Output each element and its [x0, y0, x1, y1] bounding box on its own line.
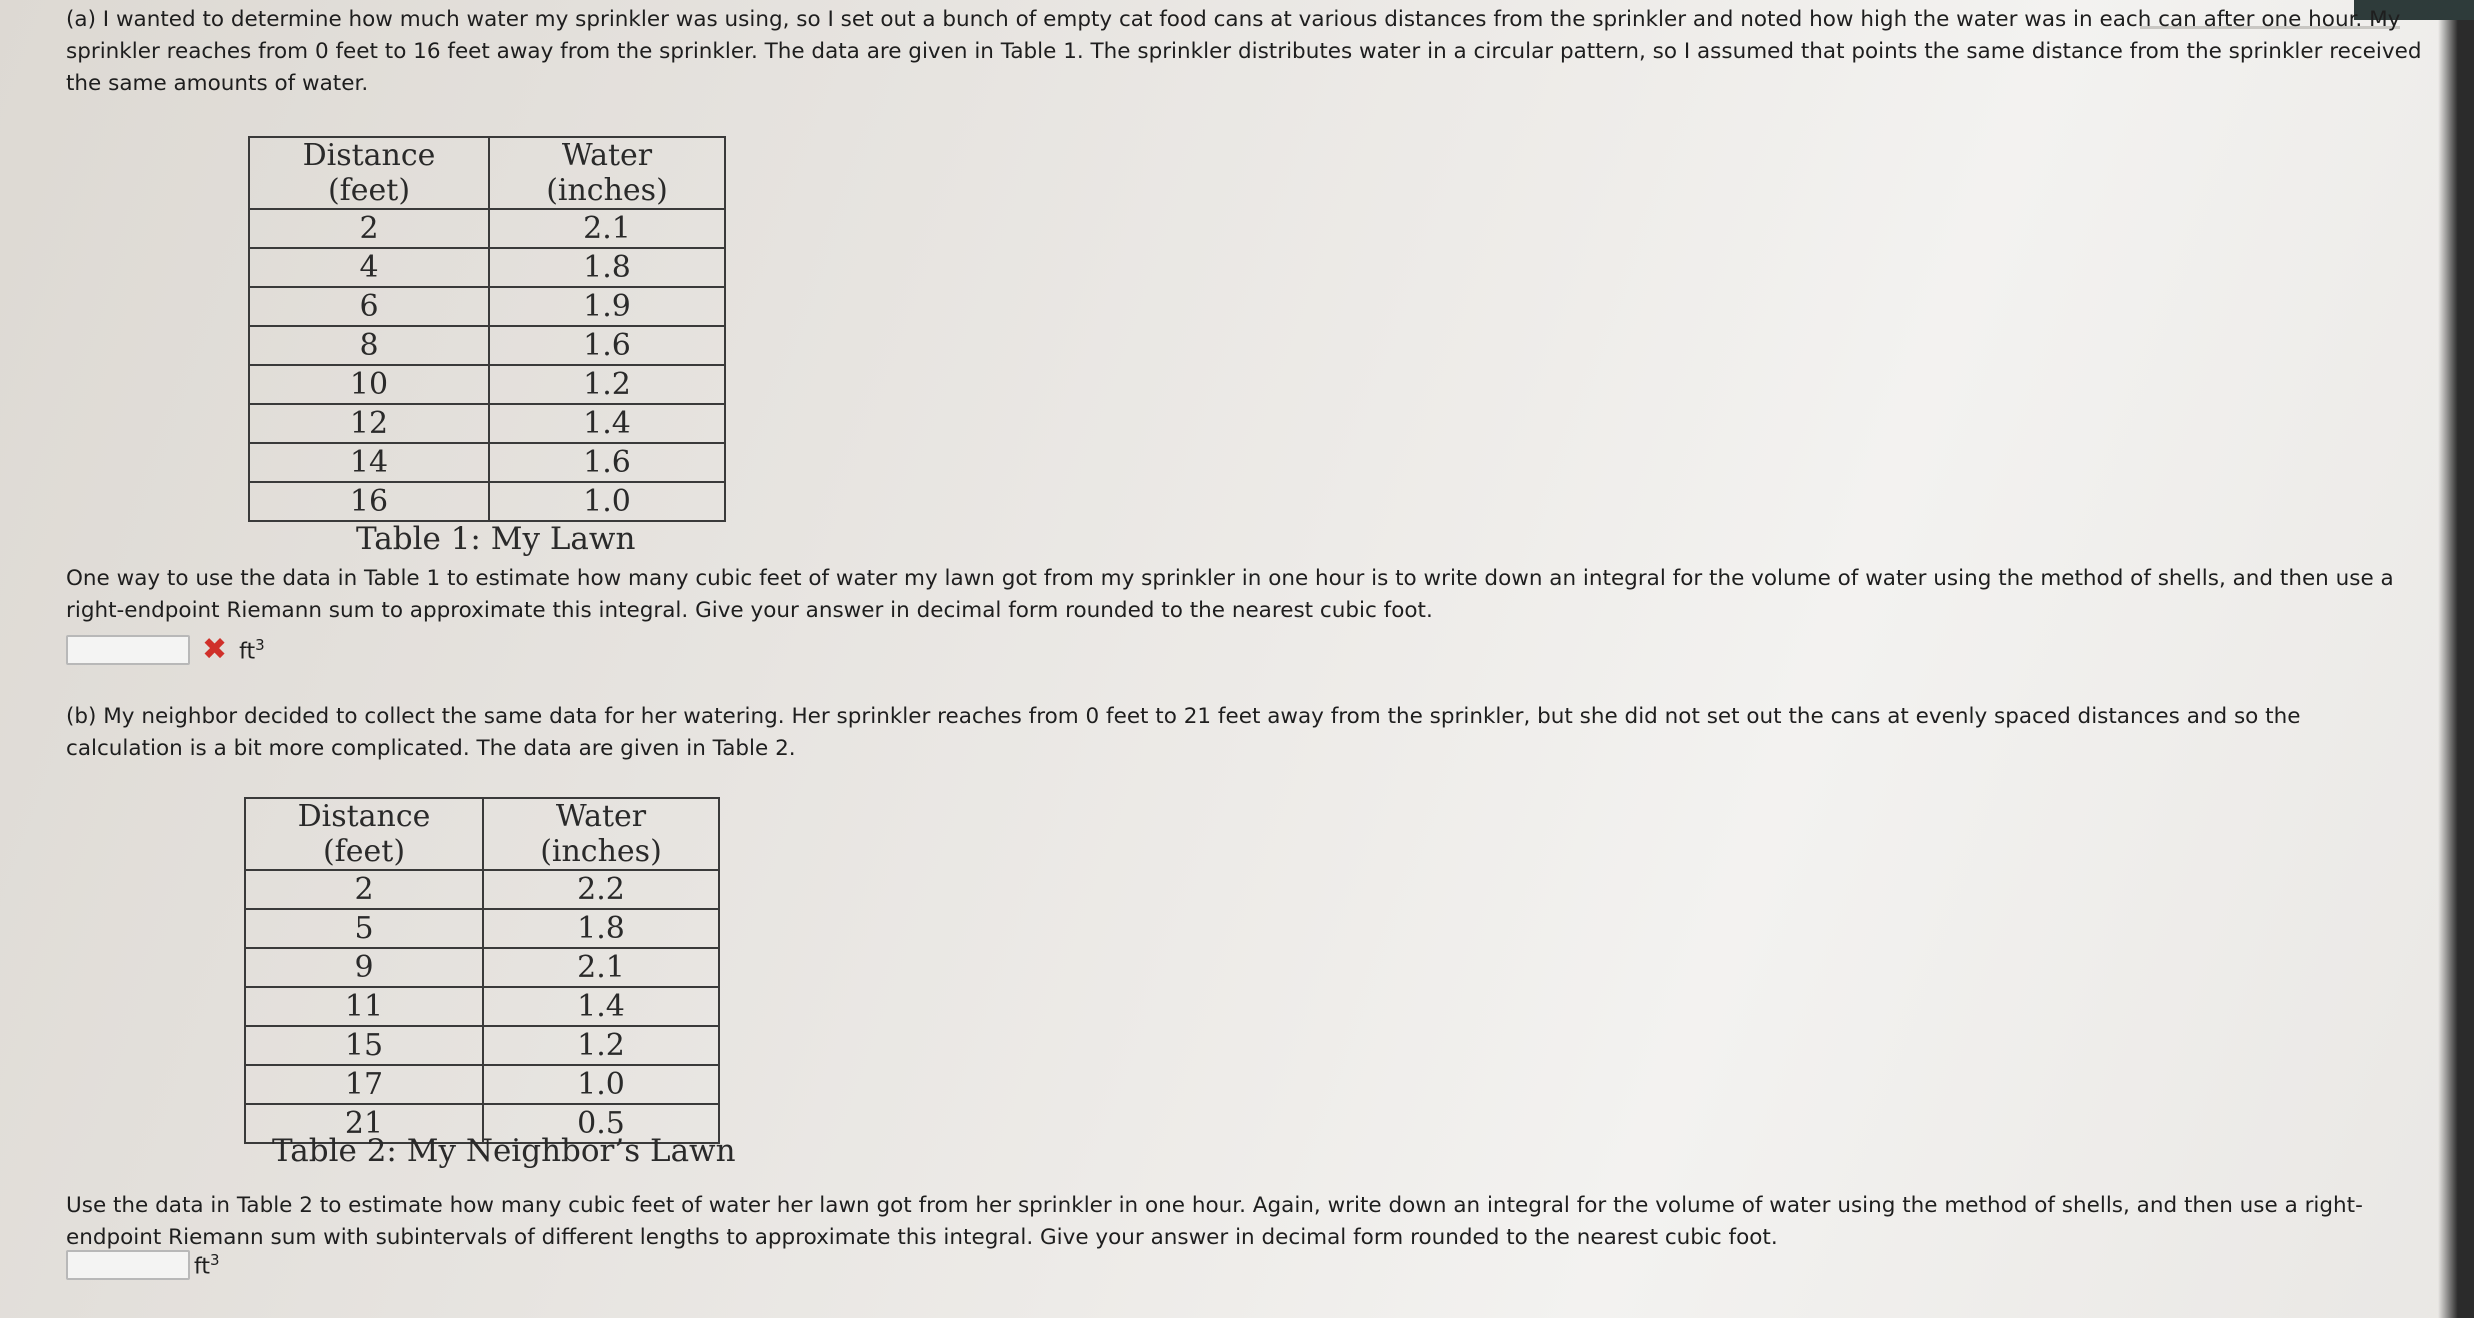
- answer-input-a[interactable]: [66, 635, 190, 665]
- unit-base: ft: [239, 639, 256, 665]
- table-cell: 5: [245, 909, 483, 948]
- table-row: [245, 909, 719, 948]
- part-a-question: One way to use the data in Table 1 to estimate how many cubic feet of water my lawn got from my sprinkler in one hour is to write down an integral for the volume of water using the method of shells, and then use a right-endpoint Riemann sum to approximate this integral. Give your answer in decimal form rounded to the nearest cubic foot.: [66, 566, 2394, 623]
- table-row: [245, 1026, 719, 1065]
- column-header-water: Water (inches): [489, 137, 725, 209]
- table-cell: 0.5: [483, 1104, 719, 1143]
- column-header-water: Water (inches): [483, 798, 719, 870]
- part-b-question: Use the data in Table 2 to estimate how many cubic feet of water her lawn got from her sprinkler in one hour. Again, write down an integral for the volume of water using the method of shells, and then use a right-endpoint Riemann sum with subintervals of different lengths to approximate this integral. Give your answer in decimal form rounded to the nearest cubic foot.: [66, 1193, 2363, 1250]
- table-header-row: [245, 798, 719, 870]
- table-cell: 9: [245, 948, 483, 987]
- table-row: [249, 287, 725, 326]
- part-b-intro: (b) My neighbor decided to collect the same data for her watering. Her sprinkler reaches from 0 feet to 21 feet away from the sprinkler, but she did not set out the cans at evenly spaced distances and so the calculation is a bit more complicated. The data are given in Table 2.: [66, 704, 2301, 761]
- table-cell: 2: [245, 870, 483, 909]
- table-header-row: [249, 137, 725, 209]
- table-row: [249, 365, 725, 404]
- table-caption: Table 1: My Lawn: [356, 521, 636, 557]
- table-neighbor-lawn: [244, 797, 720, 1144]
- table-cell: 2.1: [483, 948, 719, 987]
- table-caption: Table 2: My Neighbor’s Lawn: [272, 1133, 736, 1169]
- table-cell: 1.8: [483, 909, 719, 948]
- answer-row-b: [66, 1250, 220, 1280]
- table-row: [245, 948, 719, 987]
- table-cell: 10: [249, 365, 489, 404]
- table-cell: 1.2: [483, 1026, 719, 1065]
- table-cell: 14: [249, 443, 489, 482]
- unit-base: ft: [194, 1254, 210, 1280]
- table-cell: 2: [249, 209, 489, 248]
- table-cell: 1.6: [489, 326, 725, 365]
- answer-input-b[interactable]: [66, 1250, 190, 1280]
- table-row: [249, 209, 725, 248]
- table-cell: 1.0: [489, 482, 725, 521]
- table-cell: 1.6: [489, 443, 725, 482]
- table-cell: 1.4: [489, 404, 725, 443]
- table-cell: 1.4: [483, 987, 719, 1026]
- table-row: [249, 404, 725, 443]
- table-cell: 1.9: [489, 287, 725, 326]
- table-cell: 15: [245, 1026, 483, 1065]
- x-mark-icon: ✖: [202, 632, 228, 667]
- table-row: [249, 482, 725, 521]
- unit-label: [239, 636, 265, 664]
- table-my-lawn: [248, 136, 726, 522]
- table-cell: 1.0: [483, 1065, 719, 1104]
- table-cell: 2.2: [483, 870, 719, 909]
- table-cell: 17: [245, 1065, 483, 1104]
- unit-exponent: 3: [209, 1250, 220, 1269]
- screen-edge: [2438, 0, 2474, 1318]
- answer-row-a: [66, 632, 265, 667]
- table-cell: 2.1: [489, 209, 725, 248]
- table-row: [245, 1065, 719, 1104]
- table-cell: 11: [245, 987, 483, 1026]
- unit-exponent: 3: [255, 635, 265, 654]
- column-header-distance: Distance (feet): [245, 798, 483, 870]
- table-cell: 1.2: [489, 365, 725, 404]
- table-cell: 12: [249, 404, 489, 443]
- table-row: [249, 443, 725, 482]
- table-cell: 8: [249, 326, 489, 365]
- unit-label: [194, 1251, 220, 1279]
- column-header-distance: Distance (feet): [249, 137, 489, 209]
- table-row: [245, 870, 719, 909]
- table-cell: 1.8: [489, 248, 725, 287]
- table-cell: 21: [245, 1104, 483, 1143]
- table-row: [245, 987, 719, 1026]
- table-cell: 4: [249, 248, 489, 287]
- table-cell: 6: [249, 287, 489, 326]
- part-a-intro: (a) I wanted to determine how much water my sprinkler was using, so I set out a bunch of empty cat food cans at various distances from the sprinkler and noted how high the water was in each can after one hour. My sprinkler reaches from 0 feet to 16 feet away from the sprinkler. The data are given in Table 1. The sprinkler distributes water in a circular pattern, so I assumed that points the same distance from the sprinkler received the same amounts of water.: [66, 7, 2422, 96]
- table-cell: 16: [249, 482, 489, 521]
- table-row: [249, 248, 725, 287]
- table-row: [249, 326, 725, 365]
